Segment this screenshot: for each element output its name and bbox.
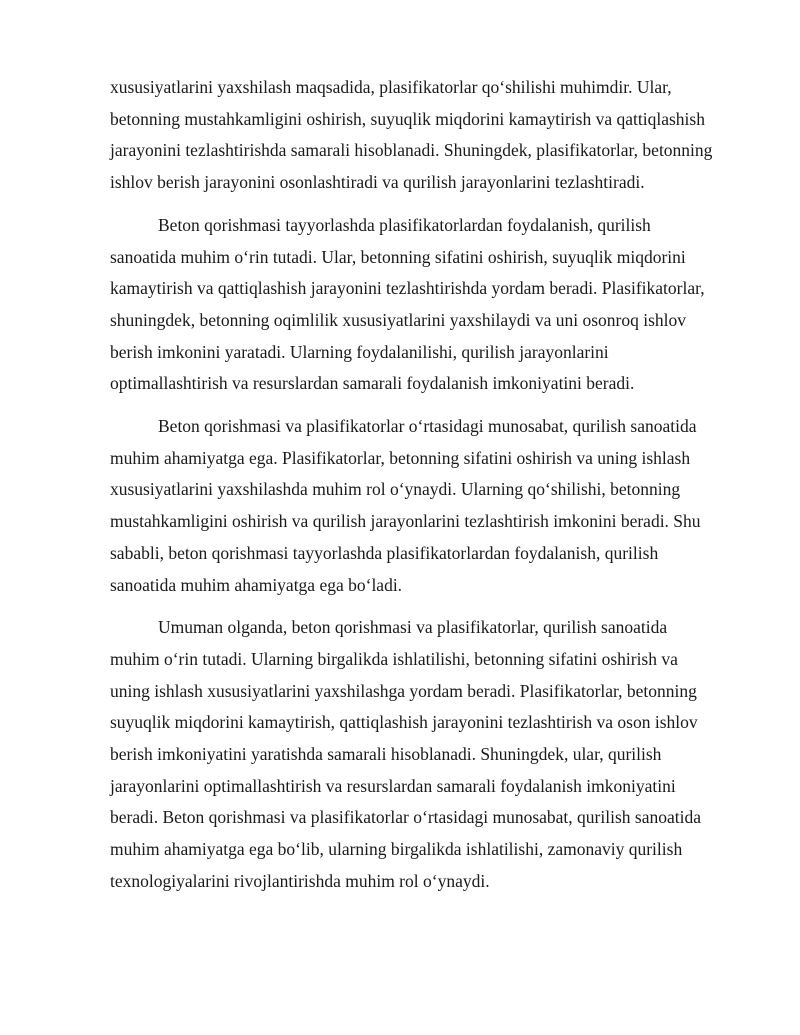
text-line: texnologiyalarini rivojlantirishda muhim rol o‘ynaydi.: [110, 870, 490, 891]
text-line: Umuman olganda, beton qorishmasi va plasifikatorlar, qurilish sanoatida: [158, 617, 668, 638]
paragraph-relationship: [110, 411, 742, 601]
text-line: Beton qorishmasi tayyorlashda plasifikatorlardan foydalanish, qurilish: [158, 214, 651, 235]
text-line: berish imkonini yaratadi. Ularning foydalanilishi, qurilish jarayonlarini: [110, 341, 609, 362]
paragraph-plasticizer-usage: [110, 210, 742, 400]
text-line: mustahkamligini oshirish va qurilish jarayonlarini tezlashtirish imkonini beradi. Shu: [110, 511, 701, 532]
text-line: Beton qorishmasi va plasifikatorlar o‘rtasidagi munosabat, qurilish sanoatida: [158, 416, 697, 437]
text-line: uning ishlash xususiyatlarini yaxshilashga yordam beradi. Plasifikatorlar, betonning: [110, 680, 697, 701]
text-line: muhim ahamiyatga ega bo‘lib, ularning birgalikda ishlatilishi, zamonaviy qurilish: [110, 839, 683, 860]
text-line: muhim o‘rin tutadi. Ularning birgalikda ishlatilishi, betonning sifatini oshirish va: [110, 648, 678, 669]
text-line: shuningdek, betonning oqimlilik xususiyatlarini yaxshilaydi va uni osonroq ishlov: [110, 309, 687, 330]
text-line: jarayonini tezlashtirishda samarali hisoblanadi. Shuningdek, plasifikatorlar, betonning: [110, 140, 713, 161]
text-line: suyuqlik miqdorini kamaytirish, qattiqlashish jarayonini tezlashtirish va oson ishlov: [110, 712, 698, 733]
text-line: ishlov berish jarayonini osonlashtiradi va qurilish jarayonlarini tezlashtiradi.: [110, 172, 645, 193]
document-body: [110, 72, 742, 909]
text-line: optimallashtirish va resurslardan samarali foydalanish imkoniyatini beradi.: [110, 373, 635, 394]
text-line: jarayonlarini optimallashtirish va resurslardan samarali foydalanish imkoniyatini: [110, 775, 676, 796]
text-line: xususiyatlarini yaxshilashda muhim rol o‘ynaydi. Ularning qo‘shilishi, betonning: [110, 479, 681, 500]
text-line: kamaytirish va qattiqlashish jarayonini tezlashtirishda yordam beradi. Plasifikatorlar,: [110, 278, 705, 299]
text-line: sanoatida muhim ahamiyatga ega bo‘ladi.: [110, 574, 403, 595]
text-line: betonning mustahkamligini oshirish, suyuqlik miqdorini kamaytirish va qattiqlashish: [110, 108, 705, 129]
text-line: sababli, beton qorishmasi tayyorlashda plasifikatorlardan foydalanish, qurilish: [110, 542, 659, 563]
text-line: xususiyatlarini yaxshilash maqsadida, plasifikatorlar qo‘shilishi muhimdir. Ular,: [110, 77, 672, 97]
text-line: sanoatida muhim o‘rin tutadi. Ular, betonning sifatini oshirish, suyuqlik miqdorini: [110, 246, 686, 267]
text-line: berish imkoniyatini yaratishda samarali hisoblanadi. Shuningdek, ular, qurilish: [110, 744, 662, 765]
paragraph-conclusion: [110, 612, 742, 897]
text-line: beradi. Beton qorishmasi va plasifikatorlar o‘rtasidagi munosabat, qurilish sanoatida: [110, 807, 701, 828]
paragraph-continuation: [110, 72, 742, 199]
text-line: muhim ahamiyatga ega. Plasifikatorlar, betonning sifatini oshirish va uning ishlash: [110, 447, 691, 468]
